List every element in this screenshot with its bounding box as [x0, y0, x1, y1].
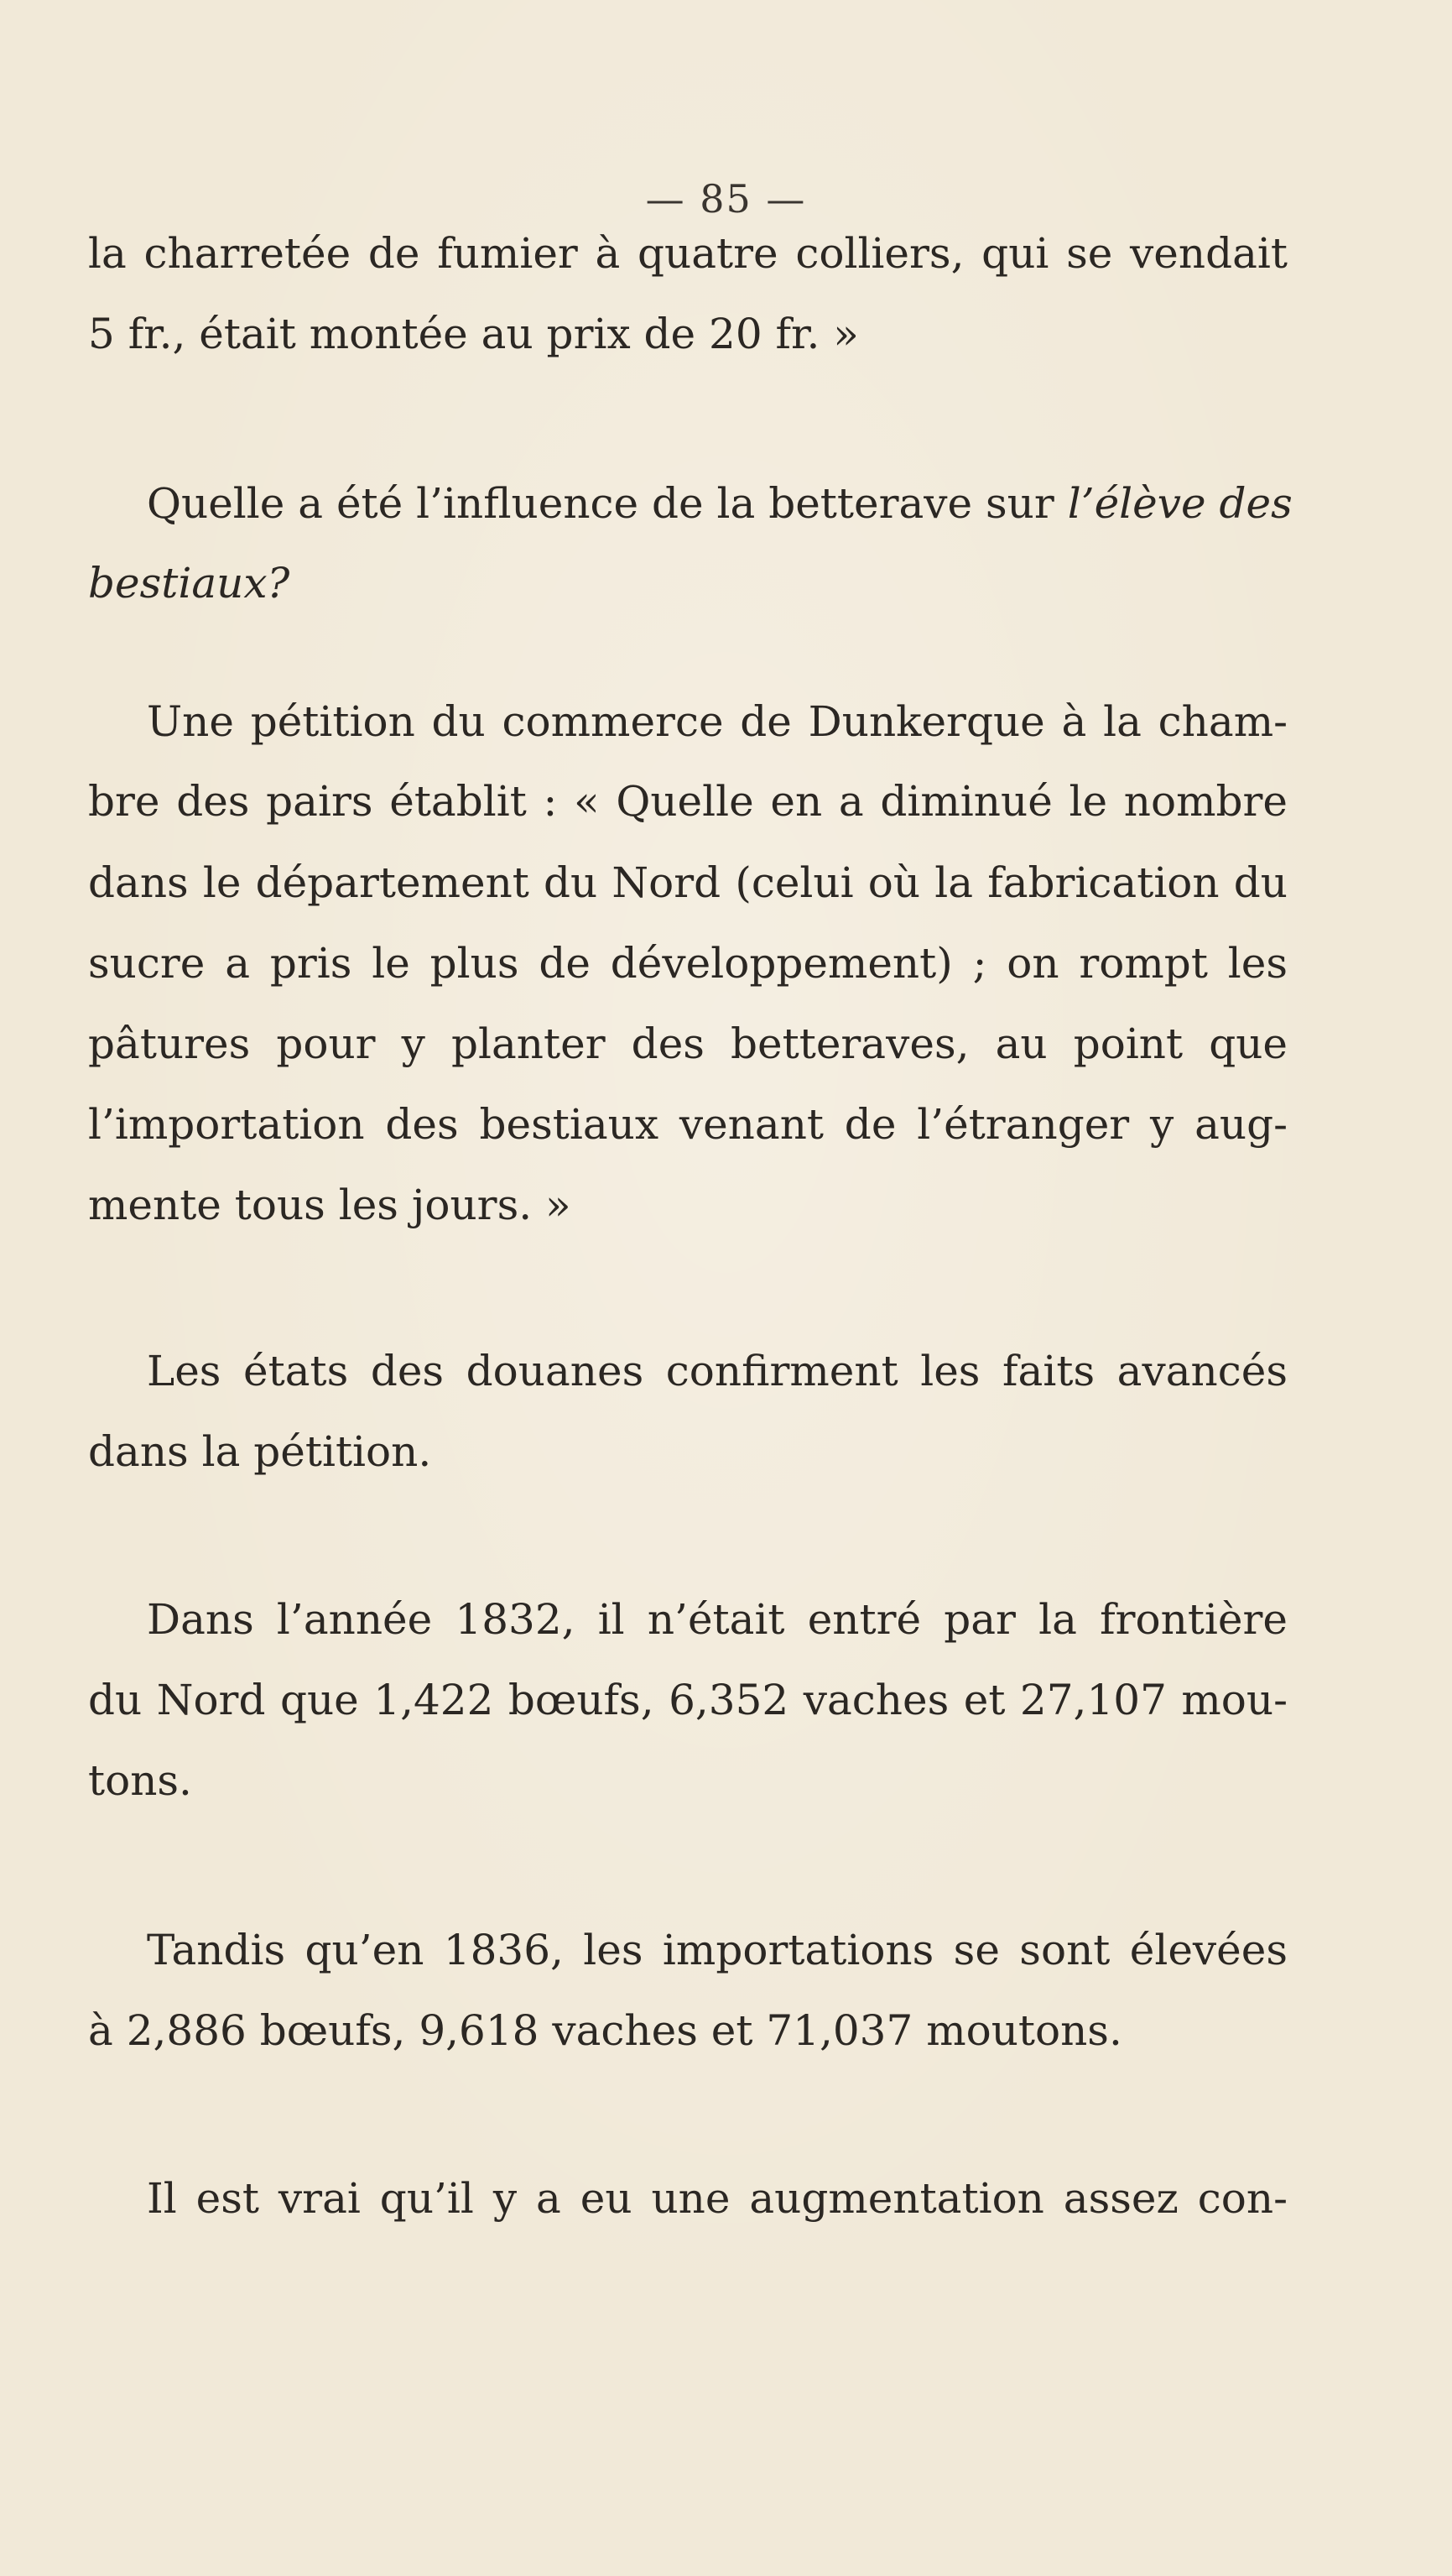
text-line: sucre a pris le plus de développement) ; on rompt les [88, 939, 1288, 988]
text-line: bre des pairs établit : « Quelle en a diminué le nombre [88, 777, 1288, 826]
text-line: dans la pétition. [88, 1427, 432, 1476]
text-line: Il est vrai qu’il y a eu une augmentation assez con- [147, 2174, 1288, 2223]
text-line-italic [88, 558, 1288, 608]
text-line: la charretée de fumier à quatre colliers, qui se vendait [88, 229, 1288, 278]
text-line: Dans l’année 1832, il n’était entré par la frontière [147, 1595, 1288, 1644]
text-line: 5 fr., était montée au prix de 20 fr. » [88, 310, 859, 358]
text-line-question [147, 478, 1293, 529]
text-line: à 2,886 bœufs, 9,618 vaches et 71,037 moutons. [88, 2006, 1122, 2055]
page-number: — 85 — [645, 176, 807, 222]
italic-text: l’élève des [1067, 479, 1293, 528]
text-line: Les états des douanes confirment les faits avancés [147, 1347, 1288, 1395]
text-line: l’importation des bestiaux venant de l’étranger y aug- [88, 1100, 1288, 1149]
text-line: pâtures pour y planter des betteraves, au point que [88, 1019, 1288, 1068]
text-line: dans le département du Nord (celui où la fabrication du [88, 858, 1288, 907]
italic-text: bestiaux? [88, 559, 290, 607]
text-line: mente tous les jours. » [88, 1181, 571, 1229]
text-line: Tandis qu’en 1836, les importations se sont élevées [147, 1926, 1288, 1974]
text-line: du Nord que 1,422 bœufs, 6,352 vaches et 27,107 mou- [88, 1676, 1288, 1724]
text-line: Une pétition du commerce de Dunkerque à la cham- [147, 697, 1288, 746]
question-text: Quelle a été l’influence de la betterave sur [147, 479, 1054, 528]
text-line: tons. [88, 1756, 192, 1805]
